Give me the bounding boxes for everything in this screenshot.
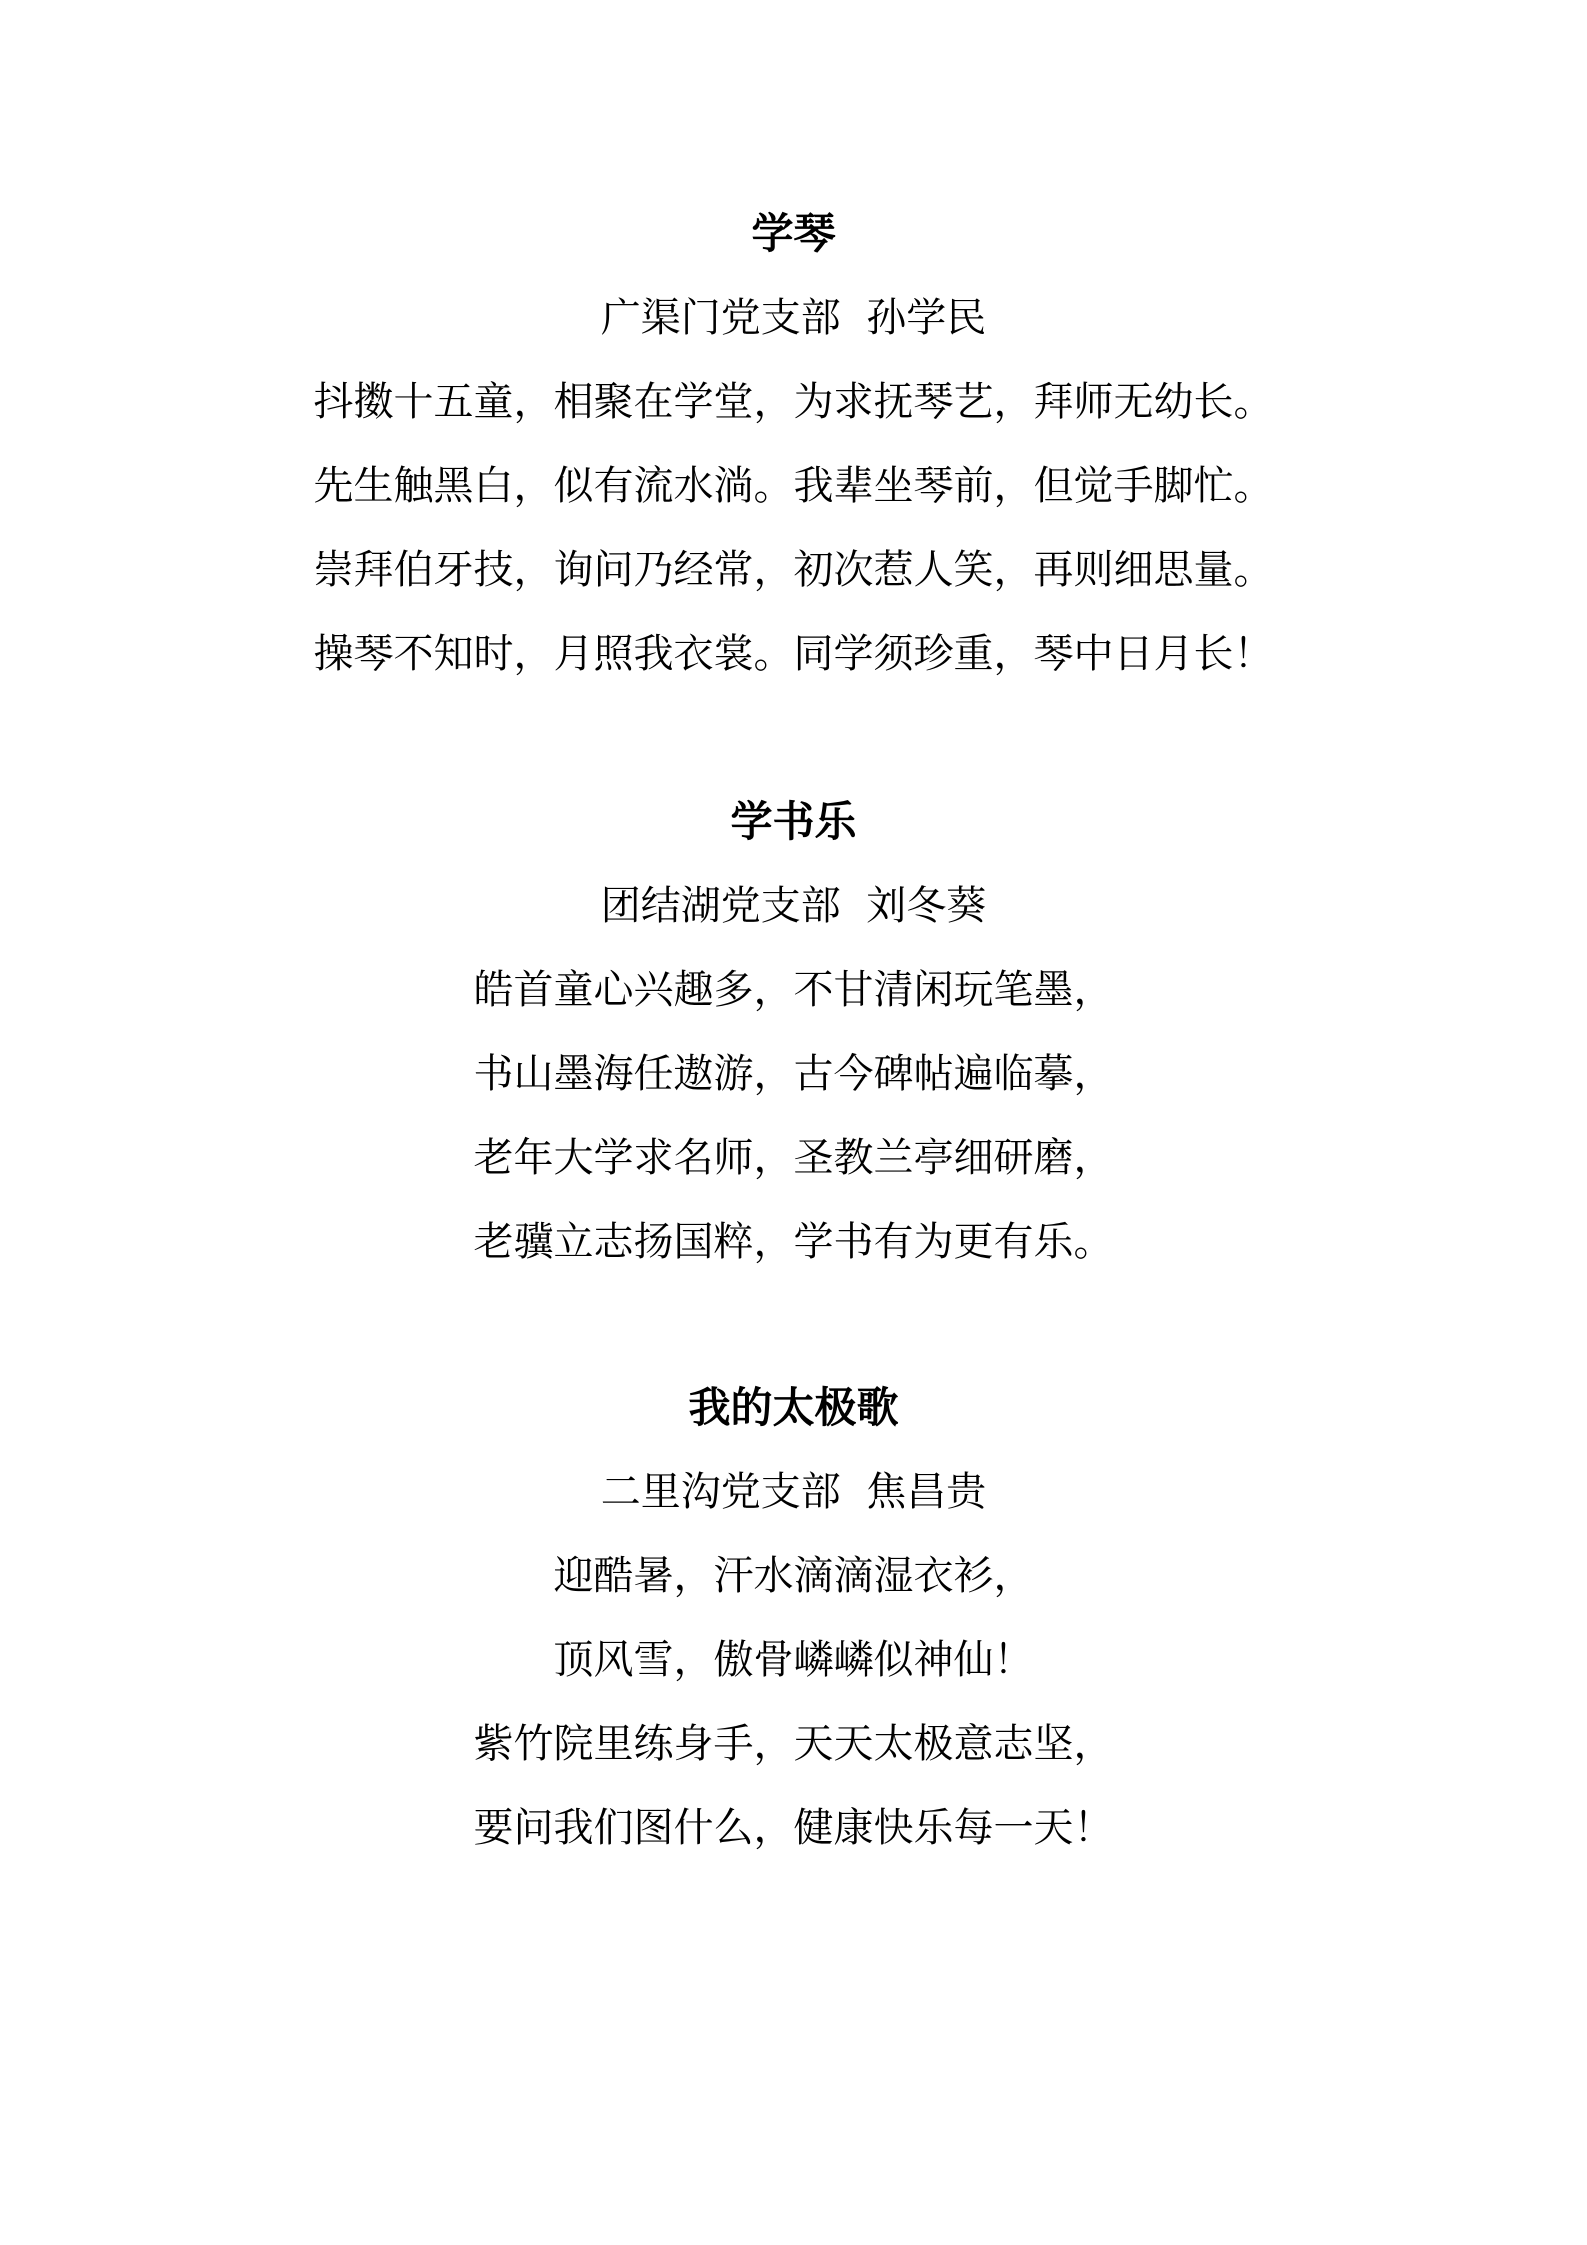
poem-line: 老年大学求名师，圣教兰亭细研磨， [473,1135,1114,1181]
poem-title: 学书乐 [730,797,857,846]
poem-tai-ji-ge [0,1366,1587,1870]
poem-author: 团结湖党支部 刘冬葵 [600,883,987,929]
poem-xue-qin [0,192,1587,696]
poem-line: 紫竹院里练身手，天天太极意志坚， [473,1721,1114,1767]
poem-author: 广渠门党支部 孙学民 [600,295,987,341]
poem-title: 学琴 [751,209,836,258]
poem-line: 要问我们图什么，健康快乐每一天！ [473,1805,1114,1851]
poem-line: 顶风雪，傲骨嶙嶙似神仙！ [553,1637,1034,1683]
poem-line: 崇拜伯牙技，询问乃经常，初次惹人笑，再则细思量。 [313,547,1274,593]
poem-line: 操琴不知时，月照我衣裳。同学须珍重，琴中日月长！ [313,631,1274,677]
poem-line: 迎酷暑，汗水滴滴湿衣衫， [553,1553,1034,1599]
poem-title: 我的太极歌 [688,1383,899,1432]
poem-author: 二里沟党支部 焦昌贵 [600,1469,987,1515]
poem-line: 老骥立志扬国粹，学书有为更有乐。 [473,1219,1114,1265]
poem-line: 抖擞十五童，相聚在学堂，为求抚琴艺，拜师无幼长。 [313,379,1274,425]
poem-line: 书山墨海任遨游，古今碑帖遍临摹， [473,1051,1114,1097]
poem-line: 先生触黑白，似有流水淌。我辈坐琴前，但觉手脚忙。 [313,463,1274,509]
poem-xue-shu-le [0,780,1587,1284]
poem-line: 皓首童心兴趣多，不甘清闲玩笔墨， [473,967,1114,1013]
